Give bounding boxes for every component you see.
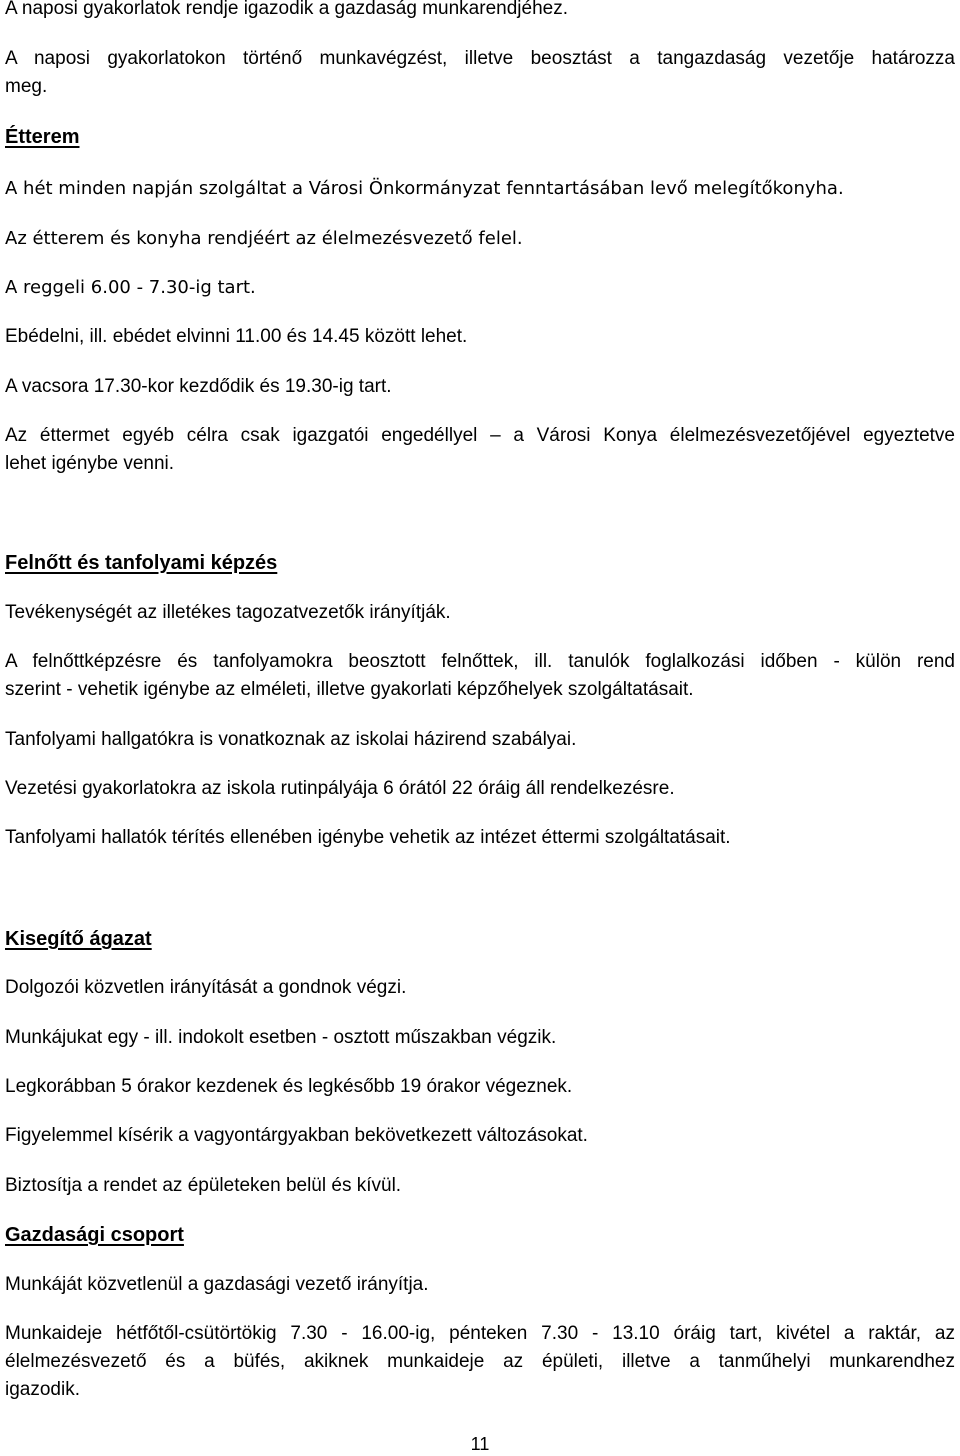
intro-line-2b: meg. bbox=[5, 76, 48, 97]
gazdasagi-paragraph-2c: igazodik. bbox=[5, 1379, 80, 1400]
section-heading-gazdasagi: Gazdasági csoport bbox=[5, 1224, 184, 1246]
kisegito-paragraph-1: Dolgozói közvetlen irányítását a gondnok végzi. bbox=[5, 977, 407, 998]
kisegito-paragraph-4: Figyelemmel kísérik a vagyontárgyakban bekövetkezett változásokat. bbox=[5, 1125, 588, 1146]
felnott-paragraph-2b: szerint - vehetik igénybe az elméleti, illetve gyakorlati képzőhelyek szolgáltatásait. bbox=[5, 679, 694, 700]
etterem-paragraph-4: Ebédelni, ill. ebédet elvinni 11.00 és 14.45 között lehet. bbox=[5, 326, 468, 347]
intro-line-2a: A naposi gyakorlatokon történő munkavégzést, illetve beosztást a tangazdaság vezetője határozza bbox=[5, 48, 955, 69]
section-heading-felnott: Felnőtt és tanfolyami képzés bbox=[5, 552, 278, 574]
kisegito-paragraph-3: Legkorábban 5 órakor kezdenek és legkésőbb 19 órakor végeznek. bbox=[5, 1076, 573, 1097]
section-heading-kisegito: Kisegítő ágazat bbox=[5, 928, 152, 950]
gazdasagi-paragraph-2b: élelmezésvezető és a büfés, akiknek munkaideje az épületi, illetve a tanműhelyi munkarendhez bbox=[5, 1351, 955, 1372]
etterem-paragraph-2: Az étterem és konyha rendjéért az élelmezésvezető felel. bbox=[5, 228, 523, 249]
kisegito-paragraph-5: Biztosítja a rendet az épületeken belül és kívül. bbox=[5, 1175, 402, 1196]
etterem-paragraph-3: A reggeli 6.00 - 7.30-ig tart. bbox=[5, 277, 256, 298]
gazdasagi-paragraph-2a: Munkaideje hétfőtől-csütörtökig 7.30 - 16.00-ig, pénteken 7.30 - 13.10 óráig tart, kivétel a raktár, az bbox=[5, 1323, 955, 1344]
etterem-paragraph-5: A vacsora 17.30-kor kezdődik és 19.30-ig tart. bbox=[5, 376, 392, 397]
gazdasagi-paragraph-1: Munkáját közvetlenül a gazdasági vezető irányítja. bbox=[5, 1274, 429, 1295]
page-number: 11 bbox=[470, 1434, 490, 1454]
etterem-paragraph-6b: lehet igénybe venni. bbox=[5, 453, 175, 474]
intro-line-1: A naposi gyakorlatok rendje igazodik a gazdaság munkarendjéhez. bbox=[5, 0, 568, 19]
felnott-paragraph-2a: A felnőttképzésre és tanfolyamokra beosztott felnőttek, ill. tanulók foglalkozási időben - külön rend bbox=[5, 651, 955, 672]
etterem-paragraph-6a: Az éttermet egyéb célra csak igazgatói engedéllyel – a Városi Konya élelmezésvezetőjével egyeztetve bbox=[5, 425, 955, 446]
kisegito-paragraph-2: Munkájukat egy - ill. indokolt esetben - osztott műszakban végzik. bbox=[5, 1027, 557, 1048]
felnott-paragraph-3: Tanfolyami hallgatókra is vonatkoznak az iskolai házirend szabályai. bbox=[5, 729, 577, 750]
felnott-paragraph-5: Tanfolyami hallatók térítés ellenében igénybe vehetik az intézet éttermi szolgáltatásait. bbox=[5, 827, 731, 848]
etterem-paragraph-1: A hét minden napján szolgáltat a Városi Önkormányzat fenntartásában levő melegítőkonyha. bbox=[5, 178, 844, 199]
felnott-paragraph-4: Vezetési gyakorlatokra az iskola rutinpályája 6 órától 22 óráig áll rendelkezésre. bbox=[5, 778, 675, 799]
section-heading-etterem: Étterem bbox=[5, 126, 80, 148]
felnott-paragraph-1: Tevékenységét az illetékes tagozatvezetők irányítják. bbox=[5, 602, 451, 623]
